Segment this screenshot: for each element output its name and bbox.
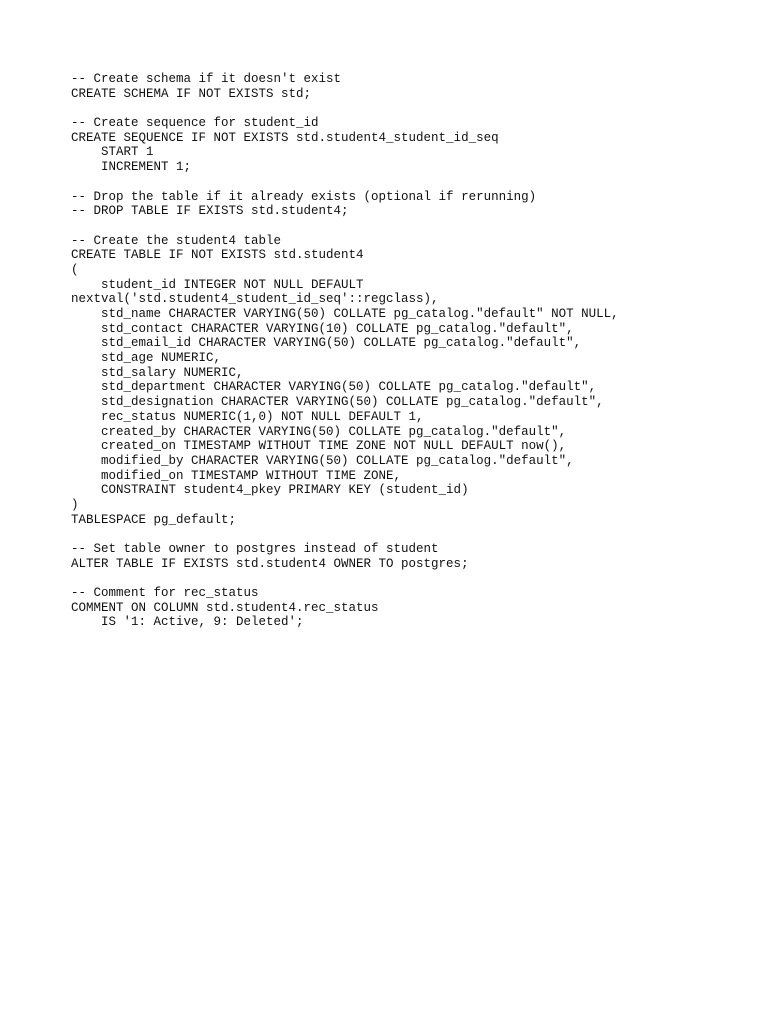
code-line: std_contact CHARACTER VARYING(10) COLLATE pg_catalog."default", [71,321,574,336]
code-line: std_designation CHARACTER VARYING(50) COLLATE pg_catalog."default", [71,395,604,410]
code-line: created_by CHARACTER VARYING(50) COLLATE pg_catalog."default", [71,424,567,439]
code-line: CONSTRAINT student4_pkey PRIMARY KEY (student_id) [71,483,469,498]
code-line: -- DROP TABLE IF EXISTS std.student4; [71,204,349,219]
code-line: CREATE TABLE IF NOT EXISTS std.student4 [71,248,364,263]
code-line: modified_on TIMESTAMP WITHOUT TIME ZONE, [71,468,402,483]
code-line [71,219,619,234]
code-line: -- Create the student4 table [71,233,282,248]
code-line: -- Create schema if it doesn't exist [71,72,342,86]
code-line: nextval('std.student4_student_id_seq'::regclass), [71,292,439,307]
code-line: -- Set table owner to postgres instead of student [71,542,439,556]
code-line: std_email_id CHARACTER VARYING(50) COLLATE pg_catalog."default", [71,336,582,351]
code-line: modified_by CHARACTER VARYING(50) COLLATE pg_catalog."default", [71,453,574,468]
code-line: std_salary NUMERIC, [71,365,244,380]
code-line: -- Comment for rec_status [71,586,259,601]
code-line: rec_status NUMERIC(1,0) NOT NULL DEFAULT 1, [71,409,424,424]
code-line: created_on TIMESTAMP WITHOUT TIME ZONE NOT NULL DEFAULT now(), [71,439,567,454]
code-line: IS '1: Active, 9: Deleted'; [71,615,304,630]
code-line [71,175,619,190]
code-line [71,527,619,542]
code-line: -- Create sequence for student_id [71,116,319,131]
code-line: INCREMENT 1; [71,160,192,175]
code-line: ) [71,497,79,512]
code-line: std_department CHARACTER VARYING(50) COLLATE pg_catalog."default", [71,380,597,395]
code-line: std_name CHARACTER VARYING(50) COLLATE pg_catalog."default" NOT NULL, [71,307,619,321]
code-line: START 1 [71,145,154,160]
code-line [71,101,619,116]
code-line: ALTER TABLE IF EXISTS std.student4 OWNER TO postgres; [71,556,469,571]
code-line: COMMENT ON COLUMN std.student4.rec_status [71,600,379,615]
sql-code-block [71,72,619,630]
code-line: std_age NUMERIC, [71,351,222,366]
code-line [71,571,619,586]
code-line: ( [71,262,79,277]
code-line: student_id INTEGER NOT NULL DEFAULT [71,277,364,292]
code-line: CREATE SCHEMA IF NOT EXISTS std; [71,86,312,101]
code-line: TABLESPACE pg_default; [71,512,237,527]
code-line: CREATE SEQUENCE IF NOT EXISTS std.student4_student_id_seq [71,130,499,145]
code-line: -- Drop the table if it already exists (optional if rerunning) [71,189,537,204]
